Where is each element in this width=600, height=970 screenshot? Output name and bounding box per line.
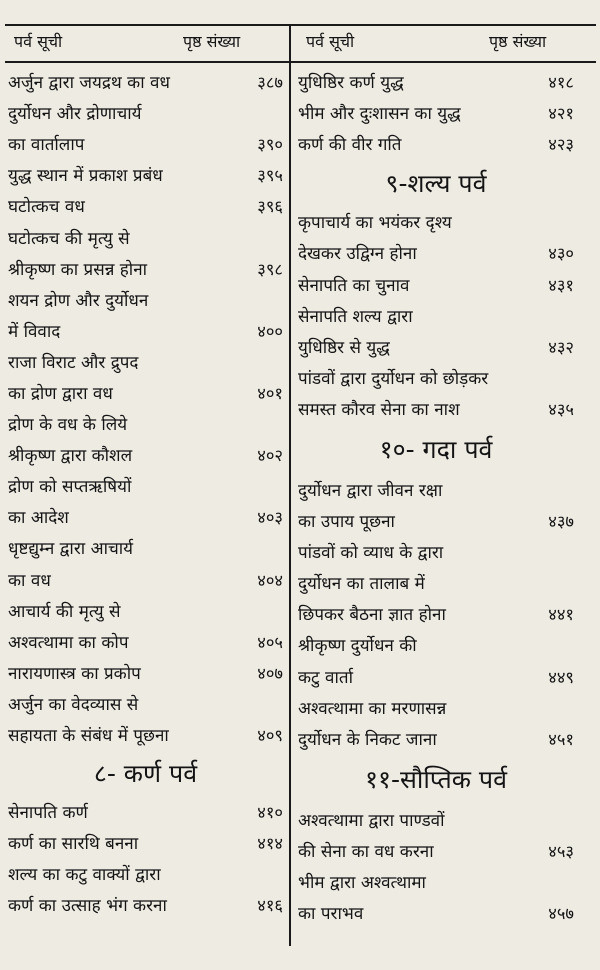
entry-page-number: ४१४ [257, 834, 283, 854]
entry-page-number: ४३५ [548, 399, 574, 419]
toc-entry [8, 626, 283, 657]
toc-entry [8, 159, 283, 190]
entry-title: पांडवों द्वारा दुर्योधन को छोड़कर [298, 368, 489, 389]
header-bottom-rule [5, 61, 596, 63]
toc-entry [298, 897, 574, 928]
entry-title: युधिष्ठिर से युद्ध [298, 337, 390, 358]
toc-entry [298, 474, 574, 505]
entry-page-number: ३९८ [257, 259, 283, 279]
left-header-page: पृष्ठ संख्या [183, 32, 241, 51]
entry-page-number: ४०४ [257, 570, 283, 590]
entry-title: देखकर उद्विग्न होना [298, 244, 417, 265]
left-entry-list [8, 66, 283, 750]
entry-title: भीम और दुःशासन का युद्ध [298, 104, 461, 125]
entry-title: भीम द्वारा अश्वत्थामा [298, 873, 426, 894]
entry-page-number: ४४९ [548, 667, 574, 687]
entry-title: शयन द्रोण और दुर्योधन [8, 290, 149, 311]
entry-title: अर्जुन का वेदव्यास से [8, 694, 139, 715]
entry-page-number: ४१६ [257, 896, 283, 916]
entry-title: दुर्योधन द्वारा जीवन रक्षा [298, 480, 443, 501]
right-top-entry-list [298, 66, 574, 159]
right-header-title: पर्व सूची [306, 32, 355, 51]
toc-entry [8, 595, 283, 626]
entry-title: सेनापति शल्य द्वारा [298, 306, 413, 327]
section-heading-sauptik-parva: ११-सौप्तिक पर्व [364, 764, 508, 794]
entry-page-number: ४०० [257, 321, 283, 341]
toc-entry [298, 393, 574, 424]
entry-page-number: ४०२ [257, 446, 283, 466]
toc-entry [8, 564, 283, 595]
toc-entry [8, 532, 283, 563]
entry-title: सहायता के संबंध में पूछना [8, 726, 169, 747]
toc-entry [8, 97, 283, 128]
entry-page-number: ४३० [548, 244, 574, 264]
column-divider [289, 24, 291, 946]
entry-page-number: ३९५ [257, 166, 283, 186]
entry-title: नारायणास्त्र का प्रकोप [8, 663, 141, 684]
entry-title: की सेना का वध करना [298, 841, 434, 862]
toc-entry [298, 804, 574, 835]
toc-entry [8, 501, 283, 532]
entry-title: कर्ण का उत्साह भंग करना [8, 896, 167, 917]
left-column [8, 66, 283, 920]
entry-title: सेनापति का चुनाव [298, 275, 410, 296]
entry-title: में विवाद [8, 321, 61, 342]
entry-title: का द्रोण द्वारा वध [8, 383, 113, 404]
toc-entry [298, 661, 574, 692]
toc-entry [8, 827, 283, 858]
right-column [298, 66, 574, 928]
entry-title: घटोत्कच की मृत्यु से [8, 228, 130, 249]
toc-entry [298, 206, 574, 237]
entry-title: कटु वार्ता [298, 667, 353, 688]
right-header-page: पृष्ठ संख्या [489, 32, 547, 51]
entry-title: दुर्योधन और द्रोणाचार्य [8, 104, 142, 125]
toc-entry [298, 629, 574, 660]
toc-entry [8, 796, 283, 827]
entry-page-number: ४०७ [257, 663, 283, 683]
toc-entry [298, 300, 574, 331]
left-header-title: पर्व सूची [14, 32, 63, 51]
entry-title: का वध [8, 570, 51, 591]
entry-page-number: ४१० [257, 803, 283, 823]
section-heading-karna-parva: ८- कर्ण पर्व [93, 759, 198, 789]
toc-entry [8, 657, 283, 688]
toc-entry [298, 237, 574, 268]
entry-title: दुर्योधन के निकट जाना [298, 729, 437, 750]
entry-title: कर्ण की वीर गति [298, 135, 402, 156]
entry-title: दुर्योधन का तालाब में [298, 574, 425, 595]
toc-entry [8, 284, 283, 315]
entry-page-number: ४०५ [257, 632, 283, 652]
entry-page-number: ४०३ [257, 508, 283, 528]
entry-title: कर्ण का सारथि बनना [8, 834, 139, 855]
toc-entry [8, 719, 283, 750]
entry-page-number: ४१८ [548, 73, 574, 93]
toc-entry [8, 470, 283, 501]
toc-entry [298, 128, 574, 159]
entry-title: कृपाचार्य का भयंकर दृश्य [298, 213, 452, 234]
toc-entry [8, 439, 283, 470]
entry-page-number: ४३१ [548, 275, 574, 295]
entry-page-number: ४३७ [548, 512, 574, 532]
toc-entry [8, 128, 283, 159]
entry-title: धृष्टद्युम्न द्वारा आचार्य [8, 539, 134, 560]
entry-page-number: ४०१ [257, 383, 283, 403]
toc-entry [8, 377, 283, 408]
toc-entry [298, 505, 574, 536]
toc-entry [298, 598, 574, 629]
entry-page-number: ३८७ [257, 73, 283, 93]
entry-title: अश्वत्थामा का कोप [8, 632, 129, 653]
left-after-entry-list [8, 796, 283, 920]
toc-entry [298, 97, 574, 128]
section-heading-shalya-parva: ९-शल्य पर्व [385, 168, 487, 198]
entry-title: द्रोण को सप्तऋषियों [8, 477, 132, 498]
entry-title: घटोत्कच वध [8, 197, 85, 218]
entry-title: राजा विराट और द्रुपद [8, 352, 139, 373]
toc-entry [8, 346, 283, 377]
header-top-rule [5, 24, 596, 26]
entry-title: सेनापति कर्ण [8, 803, 88, 824]
entry-title: का उपाय पूछना [298, 512, 395, 533]
entry-title: युद्ध स्थान में प्रकाश प्रबंध [8, 166, 163, 187]
entry-page-number: ४४१ [548, 605, 574, 625]
entry-title: आचार्य की मृत्यु से [8, 601, 121, 622]
entry-page-number: ४२३ [548, 135, 574, 155]
entry-title: श्रीकृष्ण दुर्योधन की [298, 636, 417, 657]
entry-title: का वार्तालाप [8, 135, 85, 156]
entry-title: अश्वत्थामा द्वारा पाण्डवों [298, 810, 445, 831]
toc-entry [298, 362, 574, 393]
entry-page-number: ४२१ [548, 104, 574, 124]
entry-page-number: ४३२ [548, 337, 574, 357]
toc-entry [298, 331, 574, 362]
entry-title: श्रीकृष्ण द्वारा कौशल [8, 446, 133, 467]
toc-entry [8, 889, 283, 920]
toc-entry [8, 315, 283, 346]
entry-page-number: ३९६ [257, 197, 283, 217]
entry-title: युधिष्ठिर कर्ण युद्ध [298, 73, 404, 94]
entry-title: पांडवों को व्याध के द्वारा [298, 543, 444, 564]
toc-entry [298, 536, 574, 567]
toc-entry [298, 66, 574, 97]
toc-entry [8, 221, 283, 252]
entry-title: अर्जुन द्वारा जयद्रथ का वध [8, 73, 170, 94]
toc-entry [8, 688, 283, 719]
toc-entry [8, 190, 283, 221]
entry-title: शल्य का कटु वाक्यों द्वारा [8, 865, 161, 886]
entry-title: द्रोण के वध के लिये [8, 415, 128, 436]
right-gada-entry-list [298, 474, 574, 754]
entry-page-number: ४५७ [548, 904, 574, 924]
entry-title: श्रीकृष्ण का प्रसन्न होना [8, 259, 148, 280]
toc-entry [8, 858, 283, 889]
toc-entry [298, 866, 574, 897]
toc-entry [298, 723, 574, 754]
toc-entry [298, 835, 574, 866]
right-mid-entry-list [298, 206, 574, 424]
entry-title: का आदेश [8, 508, 69, 529]
entry-title: का पराभव [298, 904, 364, 925]
entry-page-number: ४५३ [548, 841, 574, 861]
toc-entry [298, 567, 574, 598]
toc-entry [8, 253, 283, 284]
entry-title: समस्त कौरव सेना का नाश [298, 399, 460, 420]
toc-entry [298, 692, 574, 723]
entry-title: छिपकर बैठना ज्ञात होना [298, 605, 446, 626]
entry-title: अश्वत्थामा का मरणासन्न [298, 698, 447, 719]
right-sauptik-entry-list [298, 804, 574, 928]
entry-page-number: ३९० [257, 135, 283, 155]
toc-entry [298, 268, 574, 299]
toc-entry [8, 408, 283, 439]
entry-page-number: ४५१ [548, 729, 574, 749]
entry-page-number: ४०९ [257, 726, 283, 746]
section-heading-gada-parva: १०- गदा पर्व [379, 434, 493, 464]
toc-entry [8, 66, 283, 97]
